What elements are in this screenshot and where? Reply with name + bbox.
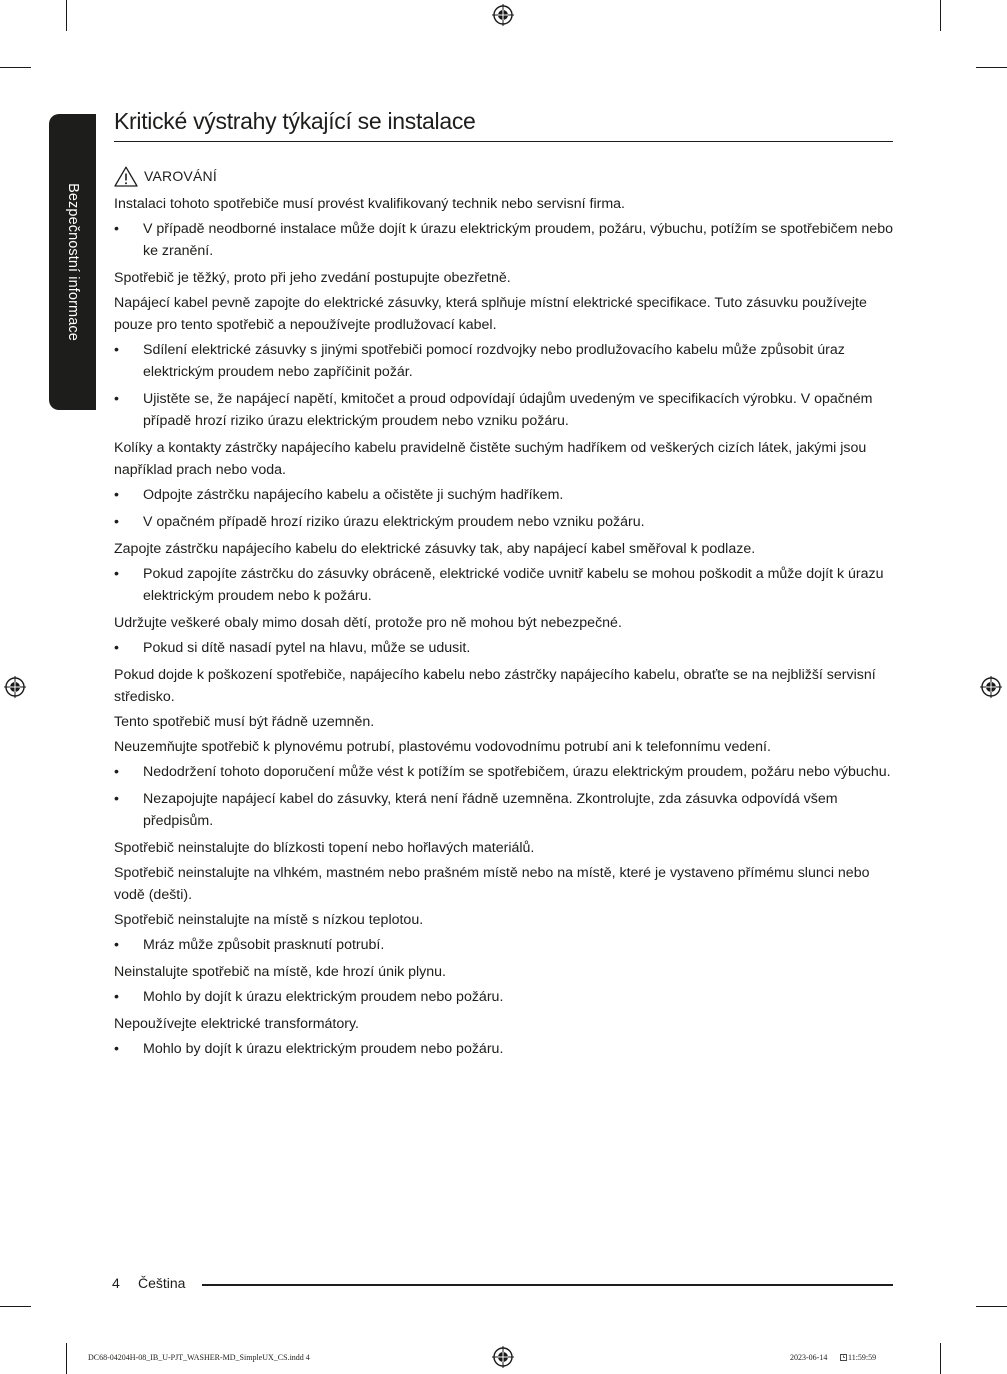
bullet-item: • Nezapojujte napájecí kabel do zásuvky, která není řádně uzemněna. Zkontrolujte, zda zásuvka odpovídá všem předpisům.: [114, 788, 894, 832]
bullet-item: • Mráz může způsobit prasknutí potrubí.: [114, 934, 894, 956]
crop-mark: [0, 1306, 31, 1307]
paragraph: Udržujte veškeré obaly mimo dosah dětí, protože pro ně mohou být nebezpečné.: [114, 615, 622, 631]
paragraph: Napájecí kabel pevně zapojte do elektrické zásuvky, která splňuje místní elektrické specifikace. Tuto zásuvku používejte pouze pro tento spotřebič a nepoužívejte prodlužovací kabel.: [114, 295, 867, 333]
registration-mark-icon: [980, 676, 1002, 698]
bullet-item: • Pokud si dítě nasadí pytel na hlavu, může se udusit.: [114, 637, 894, 659]
paragraph: Kolíky a kontakty zástrčky napájecího kabelu pravidelně čistěte suchým hadříkem od veškerých cizích látek, jakými jsou například prach nebo voda.: [114, 440, 867, 478]
paragraph: Tento spotřebič musí být řádně uzemněn.: [114, 714, 375, 730]
crop-mark: [976, 67, 1007, 68]
warning-label: VAROVÁNÍ: [144, 168, 217, 184]
footer-divider: [202, 1284, 893, 1286]
bullet-list: [114, 1038, 894, 1060]
print-slug-filename: DC68-04204H-08_IB_U-PJT_WASHER-MD_SimpleUX_CS.indd 4: [88, 1353, 310, 1362]
bullet-item: • Sdílení elektrické zásuvky s jinými spotřebiči pomocí rozdvojky nebo prodlužovacího kabelu může způsobit úraz elektrickým proudem nebo zapříčinit požár.: [114, 339, 894, 383]
page-number: 4: [112, 1275, 120, 1291]
clock-icon: [840, 1354, 847, 1361]
bullet-item: • Mohlo by dojít k úrazu elektrickým proudem nebo požáru.: [114, 986, 894, 1008]
warning-heading: [114, 165, 217, 187]
page-title: Kritické výstrahy týkající se instalace: [114, 108, 476, 134]
bullet-item: • Pokud zapojíte zástrčku do zásuvky obráceně, elektrické vodiče uvnitř kabelu se mohou poškodit a může dojít k úrazu elektrickým proudem nebo k požáru.: [114, 563, 894, 607]
bullet-list: [114, 934, 894, 956]
warning-content: [114, 193, 894, 1065]
bullet-list: [114, 761, 894, 832]
crop-mark: [940, 0, 941, 31]
paragraph: Spotřebič je těžký, proto při jeho zvedání postupujte obezřetně.: [114, 270, 511, 286]
crop-mark: [0, 67, 31, 68]
paragraph: Neuzemňujte spotřebič k plynovému potrubí, plastovému vodovodnímu potrubí ani k telefonnímu vedení.: [114, 739, 771, 755]
bullet-list: [114, 218, 894, 262]
bullet-item: • V opačném případě hrozí riziko úrazu elektrickým proudem nebo vzniku požáru.: [114, 511, 894, 533]
print-slug-time: 11:59:59: [848, 1353, 877, 1362]
paragraph: Pokud dojde k poškození spotřebiče, napájecího kabelu nebo zástrčky napájecího kabelu, obraťte se na nejbližší servisní středisko.: [114, 667, 876, 705]
paragraph: Spotřebič neinstalujte do blízkosti topení nebo hořlavých materiálů.: [114, 840, 535, 856]
bullet-list: [114, 563, 894, 607]
bullet-item: • Ujistěte se, že napájecí napětí, kmitočet a proud odpovídají údajům uvedeným ve specifikacích výrobku. V opačném případě hrozí riziko úrazu elektrickým proudem nebo vzniku požáru.: [114, 388, 894, 432]
registration-mark-icon: [4, 676, 26, 698]
paragraph: Spotřebič neinstalujte na místě s nízkou teplotou.: [114, 912, 424, 928]
paragraph: Instalaci tohoto spotřebiče musí provést kvalifikovaný technik nebo servisní firma.: [114, 196, 625, 212]
crop-mark: [940, 1343, 941, 1374]
registration-mark-icon: [492, 4, 514, 26]
page-language: Čeština: [138, 1275, 186, 1291]
warning-triangle-icon: [114, 166, 138, 187]
bullet-list: [114, 637, 894, 659]
title-divider: [114, 141, 893, 142]
print-slug-date: 2023-06-14: [790, 1353, 828, 1362]
bullet-item: • Odpojte zástrčku napájecího kabelu a očistěte ji suchým hadříkem.: [114, 484, 894, 506]
bullet-list: [114, 339, 894, 432]
crop-mark: [66, 1343, 67, 1374]
paragraph: Spotřebič neinstalujte na vlhkém, mastném nebo prašném místě nebo na místě, které je vystaveno přímému slunci nebo vodě (dešti).: [114, 865, 870, 903]
registration-mark-icon: [492, 1346, 514, 1368]
bullet-item: • V případě neodborné instalace může dojít k úrazu elektrickým proudem, požáru, výbuchu, potížím se spotřebičem nebo ke zranění.: [114, 218, 894, 262]
bullet-item: • Mohlo by dojít k úrazu elektrickým proudem nebo požáru.: [114, 1038, 894, 1060]
paragraph: Nepoužívejte elektrické transformátory.: [114, 1016, 359, 1032]
crop-mark: [66, 0, 67, 31]
bullet-list: [114, 986, 894, 1008]
bullet-item: • Nedodržení tohoto doporučení může vést k potížím se spotřebičem, úrazu elektrickým proudem, požáru nebo výbuchu.: [114, 761, 894, 783]
crop-mark: [976, 1306, 1007, 1307]
paragraph: Neinstalujte spotřebič na místě, kde hrozí únik plynu.: [114, 964, 446, 980]
paragraph: Zapojte zástrčku napájecího kabelu do elektrické zásuvky tak, aby napájecí kabel směřoval k podlaze.: [114, 541, 756, 557]
side-tab-label: Bezpečnostní informace: [64, 183, 81, 341]
bullet-list: [114, 484, 894, 533]
